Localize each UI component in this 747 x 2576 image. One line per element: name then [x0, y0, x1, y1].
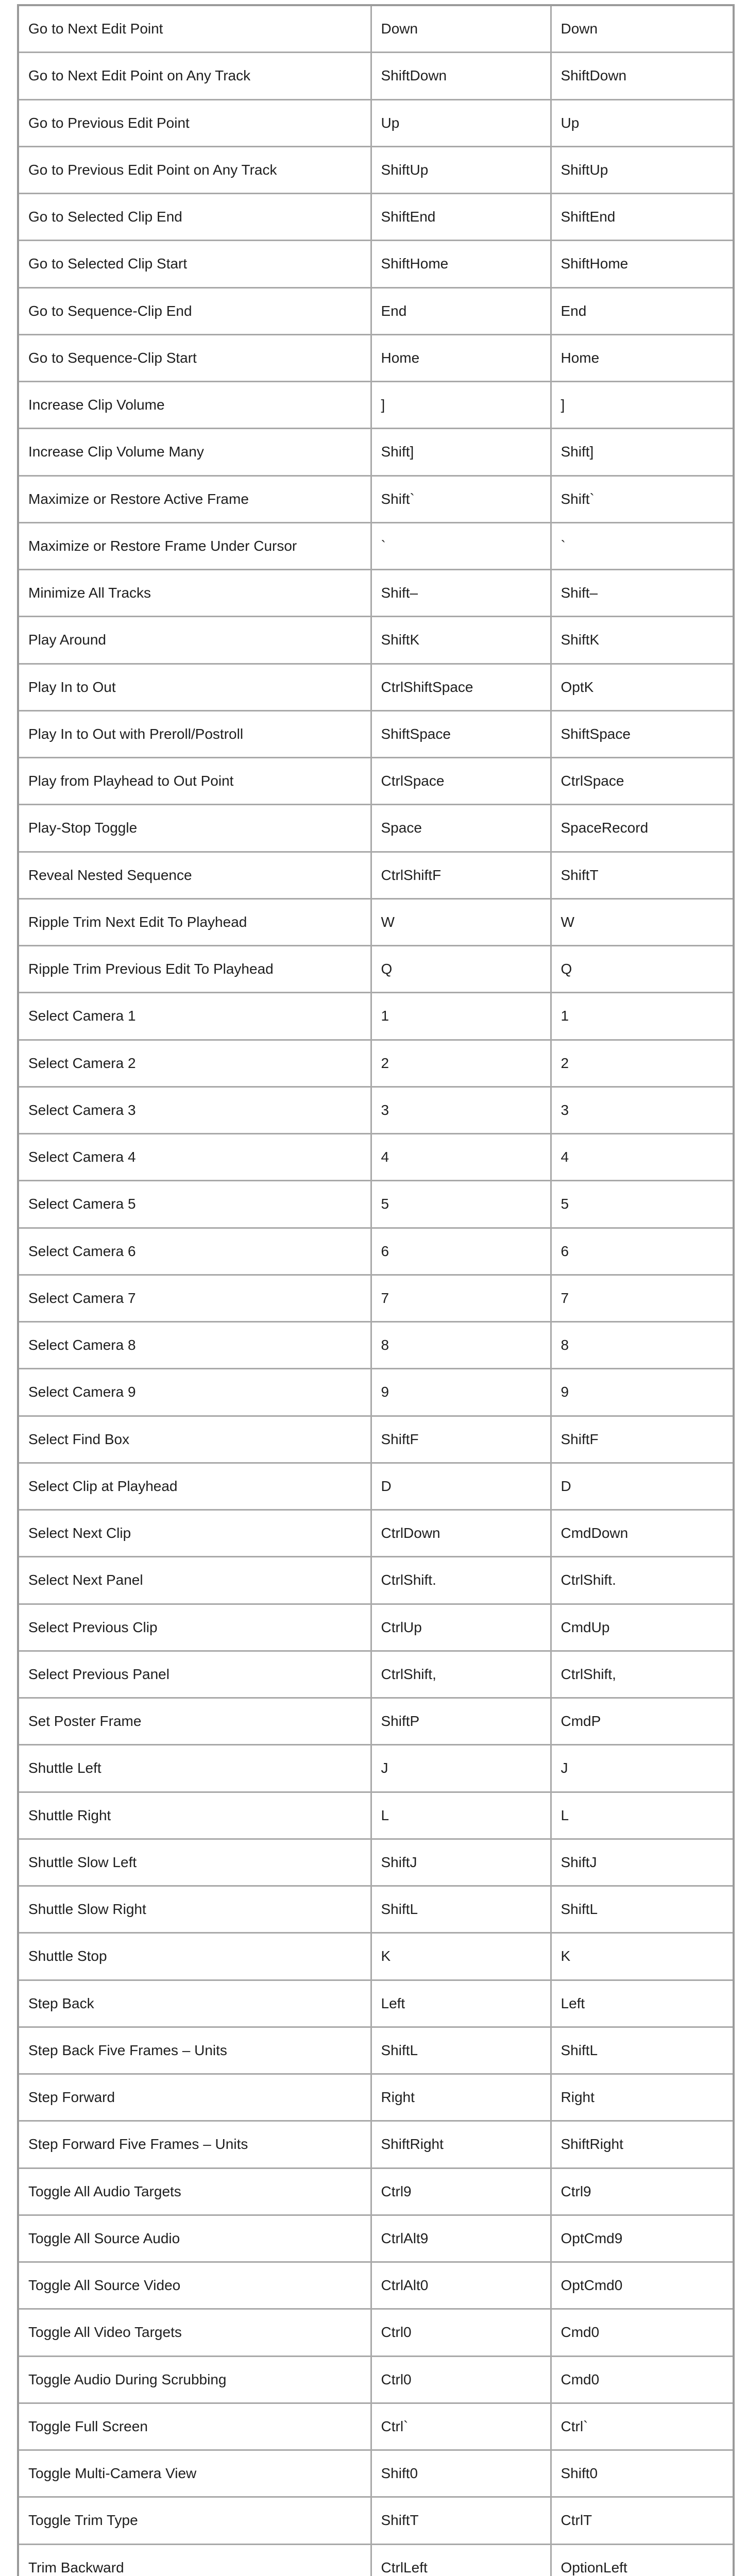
mac-shortcut-cell: 9: [551, 1369, 734, 1416]
windows-shortcut-cell: Ctrl`: [371, 2403, 551, 2450]
table-row: [18, 1275, 734, 1321]
table-row: [18, 1886, 734, 1933]
command-cell: Toggle All Audio Targets: [18, 2168, 371, 2215]
windows-shortcut-cell: ShiftEnd: [371, 194, 551, 241]
mac-shortcut-cell: Shift–: [551, 570, 734, 617]
windows-shortcut-cell: Shift–: [371, 570, 551, 617]
mac-shortcut-cell: ShiftEnd: [551, 194, 734, 241]
windows-shortcut-cell: CtrlShift,: [371, 1651, 551, 1698]
table-row: [18, 1745, 734, 1792]
mac-shortcut-cell: Shift0: [551, 2450, 734, 2497]
command-cell: Increase Clip Volume Many: [18, 429, 371, 476]
command-cell: Select Camera 8: [18, 1322, 371, 1369]
table-row: [18, 287, 734, 334]
table-row: [18, 758, 734, 805]
command-cell: Play-Stop Toggle: [18, 805, 371, 852]
table-row: [18, 1369, 734, 1416]
mac-shortcut-cell: Right: [551, 2074, 734, 2121]
table-row: [18, 382, 734, 429]
command-cell: Play Around: [18, 617, 371, 664]
table-row: [18, 1181, 734, 1228]
mac-shortcut-cell: `: [551, 522, 734, 569]
mac-shortcut-cell: CmdUp: [551, 1604, 734, 1651]
windows-shortcut-cell: K: [371, 1933, 551, 1980]
windows-shortcut-cell: 9: [371, 1369, 551, 1416]
table-row: [18, 617, 734, 664]
mac-shortcut-cell: Shift]: [551, 429, 734, 476]
shortcuts-table-body: [18, 5, 734, 2576]
table-row: [18, 1134, 734, 1181]
mac-shortcut-cell: CtrlSpace: [551, 758, 734, 805]
command-cell: Go to Previous Edit Point: [18, 99, 371, 146]
command-cell: Select Previous Clip: [18, 1604, 371, 1651]
windows-shortcut-cell: CtrlLeft: [371, 2544, 551, 2576]
windows-shortcut-cell: 4: [371, 1134, 551, 1181]
windows-shortcut-cell: D: [371, 1463, 551, 1510]
windows-shortcut-cell: ShiftL: [371, 2027, 551, 2074]
command-cell: Select Next Panel: [18, 1557, 371, 1604]
windows-shortcut-cell: Shift]: [371, 429, 551, 476]
mac-shortcut-cell: 3: [551, 1087, 734, 1133]
mac-shortcut-cell: ShiftJ: [551, 1839, 734, 1886]
command-cell: Select Find Box: [18, 1416, 371, 1463]
table-row: [18, 1933, 734, 1980]
table-row: [18, 476, 734, 522]
windows-shortcut-cell: ShiftT: [371, 2497, 551, 2544]
table-row: [18, 852, 734, 899]
mac-shortcut-cell: Ctrl9: [551, 2168, 734, 2215]
windows-shortcut-cell: ShiftRight: [371, 2121, 551, 2168]
mac-shortcut-cell: ]: [551, 382, 734, 429]
table-row: [18, 146, 734, 193]
mac-shortcut-cell: ShiftF: [551, 1416, 734, 1463]
windows-shortcut-cell: CtrlDown: [371, 1510, 551, 1557]
windows-shortcut-cell: ShiftK: [371, 617, 551, 664]
table-row: [18, 2027, 734, 2074]
command-cell: Set Poster Frame: [18, 1698, 371, 1745]
table-row: [18, 2074, 734, 2121]
table-row: [18, 2121, 734, 2168]
windows-shortcut-cell: ShiftP: [371, 1698, 551, 1745]
command-cell: Toggle All Source Audio: [18, 2215, 371, 2262]
windows-shortcut-cell: Home: [371, 334, 551, 381]
command-cell: Toggle Multi-Camera View: [18, 2450, 371, 2497]
command-cell: Select Next Clip: [18, 1510, 371, 1557]
command-cell: Select Previous Panel: [18, 1651, 371, 1698]
mac-shortcut-cell: ShiftL: [551, 1886, 734, 1933]
command-cell: Increase Clip Volume: [18, 382, 371, 429]
mac-shortcut-cell: L: [551, 1792, 734, 1839]
shortcuts-table: [17, 4, 735, 2576]
mac-shortcut-cell: End: [551, 287, 734, 334]
windows-shortcut-cell: CtrlAlt0: [371, 2262, 551, 2309]
table-row: [18, 1322, 734, 1369]
mac-shortcut-cell: Ctrl`: [551, 2403, 734, 2450]
command-cell: Shuttle Stop: [18, 1933, 371, 1980]
table-row: [18, 664, 734, 710]
table-row: [18, 2309, 734, 2356]
windows-shortcut-cell: Up: [371, 99, 551, 146]
windows-shortcut-cell: Q: [371, 946, 551, 993]
command-cell: Play from Playhead to Out Point: [18, 758, 371, 805]
mac-shortcut-cell: CtrlShift.: [551, 1557, 734, 1604]
command-cell: Shuttle Slow Right: [18, 1886, 371, 1933]
mac-shortcut-cell: Home: [551, 334, 734, 381]
table-row: [18, 1228, 734, 1275]
windows-shortcut-cell: CtrlSpace: [371, 758, 551, 805]
table-row: [18, 899, 734, 945]
windows-shortcut-cell: 8: [371, 1322, 551, 1369]
command-cell: Go to Selected Clip End: [18, 194, 371, 241]
table-row: [18, 522, 734, 569]
windows-shortcut-cell: J: [371, 1745, 551, 1792]
command-cell: Reveal Nested Sequence: [18, 852, 371, 899]
windows-shortcut-cell: ShiftSpace: [371, 710, 551, 757]
table-row: [18, 1463, 734, 1510]
command-cell: Go to Selected Clip Start: [18, 241, 371, 287]
table-row: [18, 2544, 734, 2576]
table-row: [18, 570, 734, 617]
windows-shortcut-cell: ]: [371, 382, 551, 429]
windows-shortcut-cell: 7: [371, 1275, 551, 1321]
command-cell: Play In to Out: [18, 664, 371, 710]
mac-shortcut-cell: CtrlShift,: [551, 1651, 734, 1698]
windows-shortcut-cell: Space: [371, 805, 551, 852]
mac-shortcut-cell: J: [551, 1745, 734, 1792]
command-cell: Select Camera 2: [18, 1040, 371, 1087]
command-cell: Trim Backward: [18, 2544, 371, 2576]
command-cell: Ripple Trim Next Edit To Playhead: [18, 899, 371, 945]
windows-shortcut-cell: 1: [371, 993, 551, 1040]
windows-shortcut-cell: Down: [371, 5, 551, 53]
command-cell: Go to Sequence-Clip Start: [18, 334, 371, 381]
table-row: [18, 429, 734, 476]
table-row: [18, 2450, 734, 2497]
table-row: [18, 1792, 734, 1839]
table-row: [18, 946, 734, 993]
mac-shortcut-cell: 7: [551, 1275, 734, 1321]
mac-shortcut-cell: ShiftHome: [551, 241, 734, 287]
windows-shortcut-cell: ShiftJ: [371, 1839, 551, 1886]
table-row: [18, 2215, 734, 2262]
mac-shortcut-cell: K: [551, 1933, 734, 1980]
windows-shortcut-cell: CtrlAlt9: [371, 2215, 551, 2262]
table-row: [18, 1604, 734, 1651]
command-cell: Toggle Trim Type: [18, 2497, 371, 2544]
command-cell: Select Camera 7: [18, 1275, 371, 1321]
mac-shortcut-cell: W: [551, 899, 734, 945]
table-row: [18, 194, 734, 241]
windows-shortcut-cell: 3: [371, 1087, 551, 1133]
table-row: [18, 1698, 734, 1745]
table-row: [18, 1510, 734, 1557]
windows-shortcut-cell: 5: [371, 1181, 551, 1228]
mac-shortcut-cell: 2: [551, 1040, 734, 1087]
command-cell: Minimize All Tracks: [18, 570, 371, 617]
windows-shortcut-cell: ShiftUp: [371, 146, 551, 193]
command-cell: Step Back: [18, 1980, 371, 2027]
windows-shortcut-cell: Ctrl9: [371, 2168, 551, 2215]
command-cell: Select Camera 1: [18, 993, 371, 1040]
table-row: [18, 53, 734, 99]
mac-shortcut-cell: Q: [551, 946, 734, 993]
mac-shortcut-cell: ShiftRight: [551, 2121, 734, 2168]
windows-shortcut-cell: Shift0: [371, 2450, 551, 2497]
table-row: [18, 2356, 734, 2403]
command-cell: Select Camera 3: [18, 1087, 371, 1133]
mac-shortcut-cell: OptK: [551, 664, 734, 710]
command-cell: Shuttle Left: [18, 1745, 371, 1792]
windows-shortcut-cell: CtrlShiftF: [371, 852, 551, 899]
windows-shortcut-cell: `: [371, 522, 551, 569]
command-cell: Select Camera 9: [18, 1369, 371, 1416]
command-cell: Go to Previous Edit Point on Any Track: [18, 146, 371, 193]
mac-shortcut-cell: D: [551, 1463, 734, 1510]
windows-shortcut-cell: CtrlUp: [371, 1604, 551, 1651]
table-row: [18, 1040, 734, 1087]
windows-shortcut-cell: Left: [371, 1980, 551, 2027]
table-row: [18, 1980, 734, 2027]
windows-shortcut-cell: Ctrl0: [371, 2309, 551, 2356]
command-cell: Select Camera 5: [18, 1181, 371, 1228]
mac-shortcut-cell: ShiftK: [551, 617, 734, 664]
command-cell: Toggle Audio During Scrubbing: [18, 2356, 371, 2403]
table-row: [18, 2497, 734, 2544]
command-cell: Maximize or Restore Active Frame: [18, 476, 371, 522]
command-cell: Step Forward Five Frames – Units: [18, 2121, 371, 2168]
command-cell: Go to Next Edit Point: [18, 5, 371, 53]
mac-shortcut-cell: ShiftUp: [551, 146, 734, 193]
table-row: [18, 334, 734, 381]
shortcuts-sheet: [17, 4, 733, 2576]
mac-shortcut-cell: Up: [551, 99, 734, 146]
command-cell: Step Forward: [18, 2074, 371, 2121]
windows-shortcut-cell: W: [371, 899, 551, 945]
table-row: [18, 2168, 734, 2215]
table-row: [18, 241, 734, 287]
table-row: [18, 2403, 734, 2450]
command-cell: Shuttle Slow Left: [18, 1839, 371, 1886]
mac-shortcut-cell: Down: [551, 5, 734, 53]
mac-shortcut-cell: Shift`: [551, 476, 734, 522]
command-cell: Select Clip at Playhead: [18, 1463, 371, 1510]
mac-shortcut-cell: CtrlT: [551, 2497, 734, 2544]
command-cell: Ripple Trim Previous Edit To Playhead: [18, 946, 371, 993]
command-cell: Step Back Five Frames – Units: [18, 2027, 371, 2074]
mac-shortcut-cell: SpaceRecord: [551, 805, 734, 852]
table-row: [18, 805, 734, 852]
command-cell: Select Camera 6: [18, 1228, 371, 1275]
table-row: [18, 1839, 734, 1886]
mac-shortcut-cell: ShiftDown: [551, 53, 734, 99]
table-row: [18, 99, 734, 146]
windows-shortcut-cell: 6: [371, 1228, 551, 1275]
mac-shortcut-cell: Cmd0: [551, 2309, 734, 2356]
mac-shortcut-cell: CmdP: [551, 1698, 734, 1745]
mac-shortcut-cell: ShiftSpace: [551, 710, 734, 757]
mac-shortcut-cell: ShiftL: [551, 2027, 734, 2074]
table-row: [18, 1416, 734, 1463]
mac-shortcut-cell: 5: [551, 1181, 734, 1228]
windows-shortcut-cell: ShiftHome: [371, 241, 551, 287]
windows-shortcut-cell: CtrlShiftSpace: [371, 664, 551, 710]
table-row: [18, 1557, 734, 1604]
command-cell: Play In to Out with Preroll/Postroll: [18, 710, 371, 757]
mac-shortcut-cell: CmdDown: [551, 1510, 734, 1557]
mac-shortcut-cell: Left: [551, 1980, 734, 2027]
mac-shortcut-cell: 8: [551, 1322, 734, 1369]
table-row: [18, 993, 734, 1040]
command-cell: Maximize or Restore Frame Under Cursor: [18, 522, 371, 569]
mac-shortcut-cell: 4: [551, 1134, 734, 1181]
mac-shortcut-cell: OptCmd9: [551, 2215, 734, 2262]
command-cell: Go to Sequence-Clip End: [18, 287, 371, 334]
windows-shortcut-cell: ShiftF: [371, 1416, 551, 1463]
mac-shortcut-cell: 1: [551, 993, 734, 1040]
table-row: [18, 710, 734, 757]
command-cell: Shuttle Right: [18, 1792, 371, 1839]
windows-shortcut-cell: Shift`: [371, 476, 551, 522]
table-row: [18, 2262, 734, 2309]
mac-shortcut-cell: ShiftT: [551, 852, 734, 899]
command-cell: Toggle All Video Targets: [18, 2309, 371, 2356]
windows-shortcut-cell: ShiftDown: [371, 53, 551, 99]
command-cell: Toggle Full Screen: [18, 2403, 371, 2450]
windows-shortcut-cell: ShiftL: [371, 1886, 551, 1933]
mac-shortcut-cell: OptCmd0: [551, 2262, 734, 2309]
command-cell: Toggle All Source Video: [18, 2262, 371, 2309]
mac-shortcut-cell: 6: [551, 1228, 734, 1275]
mac-shortcut-cell: Cmd0: [551, 2356, 734, 2403]
command-cell: Select Camera 4: [18, 1134, 371, 1181]
command-cell: Go to Next Edit Point on Any Track: [18, 53, 371, 99]
windows-shortcut-cell: 2: [371, 1040, 551, 1087]
table-row: [18, 1087, 734, 1133]
windows-shortcut-cell: L: [371, 1792, 551, 1839]
table-row: [18, 1651, 734, 1698]
windows-shortcut-cell: CtrlShift.: [371, 1557, 551, 1604]
mac-shortcut-cell: OptionLeft: [551, 2544, 734, 2576]
table-row: [18, 5, 734, 53]
windows-shortcut-cell: Right: [371, 2074, 551, 2121]
windows-shortcut-cell: End: [371, 287, 551, 334]
windows-shortcut-cell: Ctrl0: [371, 2356, 551, 2403]
